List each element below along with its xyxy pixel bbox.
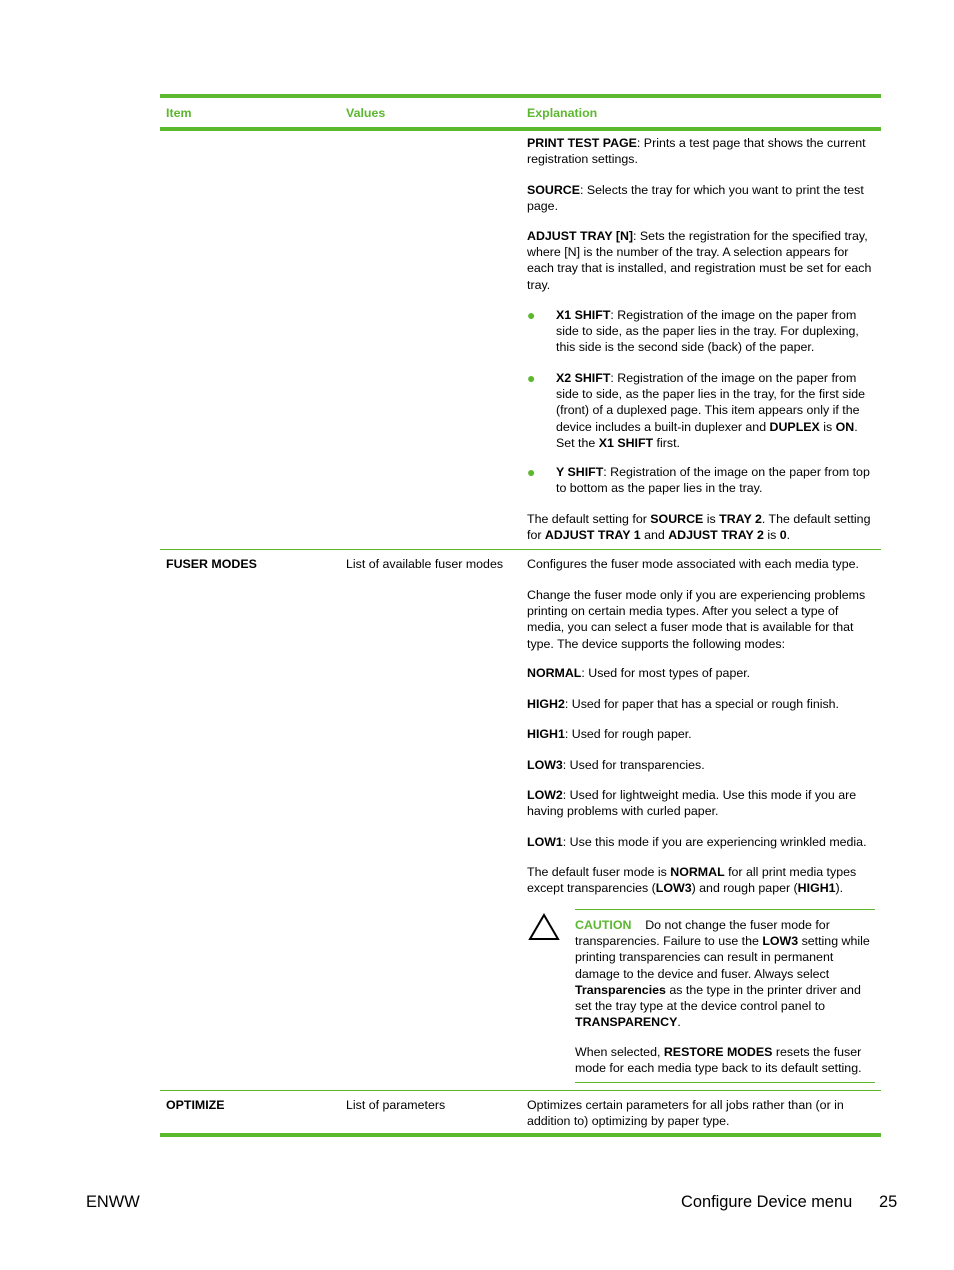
mode-low3: LOW3: Used for transparencies. <box>527 758 705 772</box>
mode-high1: HIGH1: Used for rough paper. <box>527 727 692 741</box>
caution-text: CAUTION Do not change the fuser mode for transparencies. Failure to use the LOW3 setting while printing transparencies can result in permanent damage to the device and fuser. Always select Transparencies as the type in the printer driver and set the tray type at the device control panel to TRANSPARENCY. <box>575 918 870 1030</box>
bullet-icon: ● <box>527 307 536 323</box>
header-explanation: Explanation <box>527 106 598 120</box>
optimize-values: List of parameters <box>346 1098 446 1112</box>
default-setting-text: The default setting for SOURCE is TRAY 2. The default setting for ADJUST TRAY 1 and ADJUST TRAY 2 is 0. <box>527 512 871 543</box>
fuser-modes-item: FUSER MODES <box>166 557 257 571</box>
fuser-modes-values: List of available fuser modes <box>346 557 504 571</box>
caution-icon <box>528 913 560 941</box>
table-top-rule <box>160 94 881 98</box>
caution-label: CAUTION <box>575 918 632 932</box>
print-test-page-text: PRINT TEST PAGE: Prints a test page that shows the current registration settings. <box>527 136 866 167</box>
mode-low1: LOW1: Use this mode if you are experiencing wrinkled media. <box>527 835 867 849</box>
table-bottom-rule <box>160 1133 881 1137</box>
y-shift-text: Y SHIFT: Registration of the image on the paper from top to bottom as the paper lies in the tray. <box>556 465 870 496</box>
row-divider <box>160 549 881 550</box>
default-fuser-text: The default fuser mode is NORMAL for all print media types except transparencies (LOW3) and rough paper (HIGH1). <box>527 865 857 896</box>
fuser-modes-desc: Configures the fuser mode associated with each media type. <box>527 557 859 571</box>
adjust-tray-text: ADJUST TRAY [N]: Sets the registration for the specified tray, where [N] is the number of the tray. A selection appears for each tray that is installed, and registration must be set for each tray. <box>527 229 872 292</box>
restore-modes-text: When selected, RESTORE MODES resets the fuser mode for each media type back to its default setting. <box>575 1045 862 1076</box>
x1-shift-text: X1 SHIFT: Registration of the image on the paper from side to side, as the paper lies in the tray. For duplexing, this side is the second side (back) of the paper. <box>556 308 859 355</box>
header-values: Values <box>346 106 386 120</box>
caution-bottom-rule <box>575 1082 875 1083</box>
mode-low2: LOW2: Used for lightweight media. Use this mode if you are having problems with curled paper. <box>527 788 857 819</box>
header-item: Item <box>166 106 192 120</box>
fuser-modes-change: Change the fuser mode only if you are experiencing problems printing on certain media types. After you select a type of media, you can select a fuser mode that is available for that type. The device supports the following modes: <box>527 588 866 651</box>
mode-high2: HIGH2: Used for paper that has a special or rough finish. <box>527 697 839 711</box>
footer-section: Configure Device menu <box>681 1193 853 1211</box>
optimize-explanation: Optimizes certain parameters for all jobs rather than (or in addition to) optimizing by paper type. <box>527 1098 844 1129</box>
source-text: SOURCE: Selects the tray for which you want to print the test page. <box>527 183 864 214</box>
mode-normal: NORMAL: Used for most types of paper. <box>527 666 751 680</box>
page-number: 25 <box>879 1193 898 1211</box>
x2-shift-text: X2 SHIFT: Registration of the image on the paper from side to side, as the paper lies in the tray, for the first side (front) of a duplexed page. This item appears only if the device includes a built-in duplexer and DUPLEX is ON. Set the X1 SHIFT first. <box>556 371 866 450</box>
row-divider <box>160 1090 881 1091</box>
optimize-item: OPTIMIZE <box>166 1098 225 1112</box>
bullet-icon: ● <box>527 370 536 386</box>
footer-left: ENWW <box>86 1193 140 1211</box>
caution-top-rule <box>575 909 875 910</box>
bullet-icon: ● <box>527 464 536 480</box>
header-bottom-rule <box>160 127 881 131</box>
